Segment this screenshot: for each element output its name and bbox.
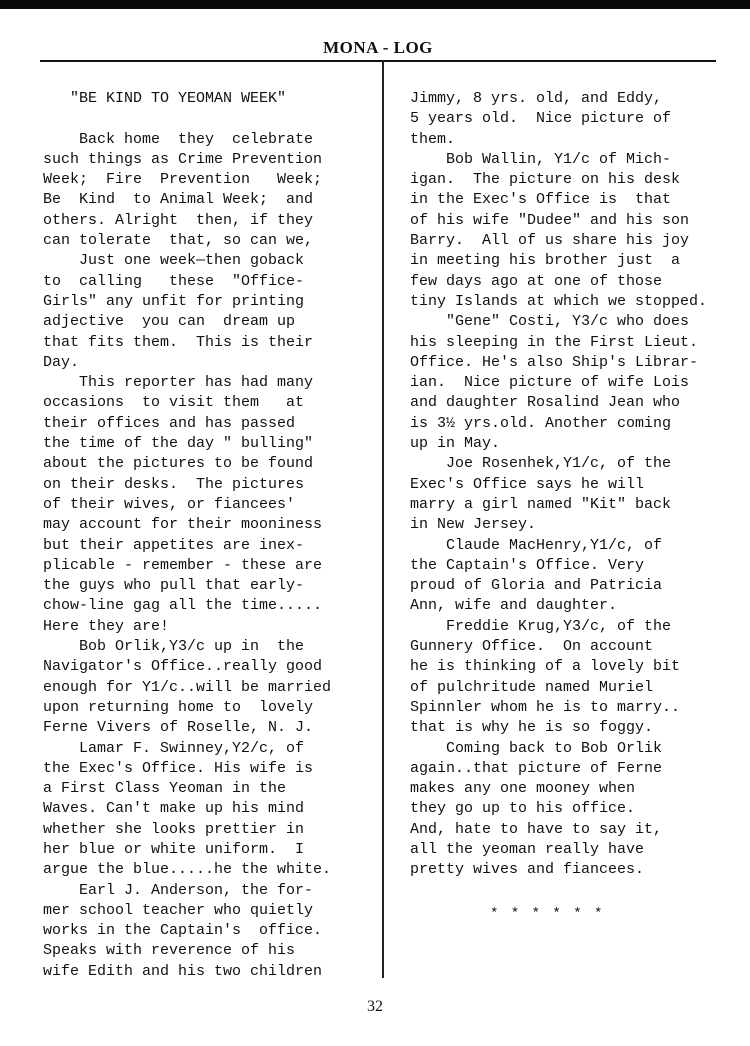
text-line: "BE KIND TO YEOMAN WEEK" bbox=[43, 90, 287, 107]
text-line: Jimmy, 8 yrs. old, and Eddy, bbox=[410, 90, 663, 107]
page-top-edge bbox=[0, 0, 750, 9]
text-line: Navigator's Office..really good bbox=[43, 658, 323, 676]
text-line: that is why he is so foggy. bbox=[410, 719, 654, 737]
text-line: and daughter Rosalind Jean who bbox=[410, 394, 681, 412]
text-line: to calling these "Office- bbox=[43, 272, 305, 290]
text-line: the Exec's Office. His wife is bbox=[43, 759, 314, 777]
text-line: the time of the day " bulling" bbox=[43, 435, 314, 453]
text-line: This reporter has had many bbox=[43, 374, 314, 392]
page-header-title: MONA - LOG bbox=[323, 38, 433, 57]
text-line: that fits them. This is their bbox=[43, 333, 314, 351]
text-line: Week; Fire Prevention Week; bbox=[43, 171, 323, 189]
text-line: Back home they celebrate bbox=[43, 130, 314, 148]
text-line: tiny Islands at which we stopped. bbox=[410, 292, 708, 310]
text-line: Bob Orlik,Y3/c up in the bbox=[43, 638, 305, 656]
text-line: her blue or white uniform. I bbox=[43, 840, 305, 858]
text-line: enough for Y1/c..will be married bbox=[43, 678, 332, 696]
text-line: such things as Crime Prevention bbox=[43, 150, 323, 168]
text-line: he is thinking of a lovely bit bbox=[410, 658, 681, 676]
text-line: marry a girl named "Kit" back bbox=[410, 495, 672, 513]
text-line: ian. Nice picture of wife Lois bbox=[410, 374, 690, 392]
text-line: Joe Rosenhek,Y1/c, of the bbox=[410, 455, 672, 473]
text-line: the guys who pull that early- bbox=[43, 577, 305, 595]
text-line: them. bbox=[410, 130, 456, 148]
header-rule bbox=[40, 60, 716, 62]
text-line: wife Edith and his two children bbox=[43, 962, 323, 980]
text-line: Be Kind to Animal Week; and bbox=[43, 191, 314, 209]
text-line: Claude MacHenry,Y1/c, of bbox=[410, 536, 663, 554]
text-line: occasions to visit them at bbox=[43, 394, 305, 412]
text-line: pretty wives and fiancees. bbox=[410, 861, 645, 879]
text-line: Bob Wallin, Y1/c of Mich- bbox=[410, 150, 672, 168]
text-line: Day. bbox=[43, 353, 80, 371]
text-line: works in the Captain's office. bbox=[43, 922, 323, 940]
text-line: Freddie Krug,Y3/c, of the bbox=[410, 617, 672, 635]
text-line: mer school teacher who quietly bbox=[43, 901, 314, 919]
text-line: about the pictures to be found bbox=[43, 455, 314, 473]
text-line: of their wives, or fiancees' bbox=[43, 495, 296, 513]
text-line: but their appetites are inex- bbox=[43, 536, 305, 554]
text-line: Spinnler whom he is to marry.. bbox=[410, 698, 681, 716]
text-line: Gunnery Office. On account bbox=[410, 638, 654, 656]
text-line: may account for their mooniness bbox=[43, 516, 323, 534]
column-divider bbox=[382, 60, 384, 978]
text-line: Barry. All of us share his joy bbox=[410, 232, 690, 250]
text-line: of his wife "Dudee" and his son bbox=[410, 211, 690, 229]
text-line: Girls" any unfit for printing bbox=[43, 292, 305, 310]
text-line: is 3½ yrs.old. Another coming bbox=[410, 414, 672, 432]
text-line: Waves. Can't make up his mind bbox=[43, 800, 305, 818]
text-line: Exec's Office says he will bbox=[410, 475, 645, 493]
text-line: "Gene" Costi, Y3/c who does bbox=[410, 313, 690, 331]
text-line: in meeting his brother just a bbox=[410, 252, 681, 270]
text-line: Speaks with reverence of his bbox=[43, 942, 296, 960]
text-line: in the Exec's Office is that bbox=[410, 191, 672, 209]
page-number: 32 bbox=[367, 998, 383, 1015]
article-left-column bbox=[43, 89, 373, 982]
text-line: they go up to his office. bbox=[410, 800, 636, 818]
text-line: on their desks. The pictures bbox=[43, 475, 305, 493]
section-end-stars: * * * * * * bbox=[490, 906, 605, 922]
text-line: adjective you can dream up bbox=[43, 313, 296, 331]
text-line: can tolerate that, so can we, bbox=[43, 232, 314, 250]
text-line: in New Jersey. bbox=[410, 516, 537, 534]
text-line: few days ago at one of those bbox=[410, 272, 663, 290]
text-line: argue the blue.....he the white. bbox=[43, 861, 332, 879]
text-line: others. Alright then, if they bbox=[43, 211, 314, 229]
text-line: igan. The picture on his desk bbox=[410, 171, 681, 189]
text-line: Ann, wife and daughter. bbox=[410, 597, 618, 615]
text-line: upon returning home to lovely bbox=[43, 698, 314, 716]
text-line: Here they are! bbox=[43, 617, 170, 635]
text-line: a First Class Yeoman in the bbox=[43, 780, 287, 798]
text-line: up in May. bbox=[410, 435, 501, 453]
text-line: Lamar F. Swinney,Y2/c, of bbox=[43, 739, 305, 757]
text-line: of pulchritude named Muriel bbox=[410, 678, 654, 696]
article-right-column bbox=[410, 89, 745, 881]
text-line: chow-line gag all the time..... bbox=[43, 597, 323, 615]
text-line: whether she looks prettier in bbox=[43, 820, 305, 838]
text-line: again..that picture of Ferne bbox=[410, 759, 663, 777]
text-line: Coming back to Bob Orlik bbox=[410, 739, 663, 757]
text-line: makes any one mooney when bbox=[410, 780, 636, 798]
text-line: plicable - remember - these are bbox=[43, 556, 323, 574]
text-line: Just one week—then goback bbox=[43, 252, 305, 270]
text-line: their offices and has passed bbox=[43, 414, 296, 432]
text-line: all the yeoman really have bbox=[410, 840, 645, 858]
text-line: his sleeping in the First Lieut. bbox=[410, 333, 699, 351]
text-line: proud of Gloria and Patricia bbox=[410, 577, 663, 595]
text-line: Earl J. Anderson, the for- bbox=[43, 881, 314, 899]
text-line: the Captain's Office. Very bbox=[410, 556, 645, 574]
text-line bbox=[43, 109, 373, 129]
text-line: Office. He's also Ship's Librar- bbox=[410, 353, 699, 371]
text-line: Ferne Vivers of Roselle, N. J. bbox=[43, 719, 314, 737]
text-line: And, hate to have to say it, bbox=[410, 820, 663, 838]
text-line: 5 years old. Nice picture of bbox=[410, 110, 672, 128]
